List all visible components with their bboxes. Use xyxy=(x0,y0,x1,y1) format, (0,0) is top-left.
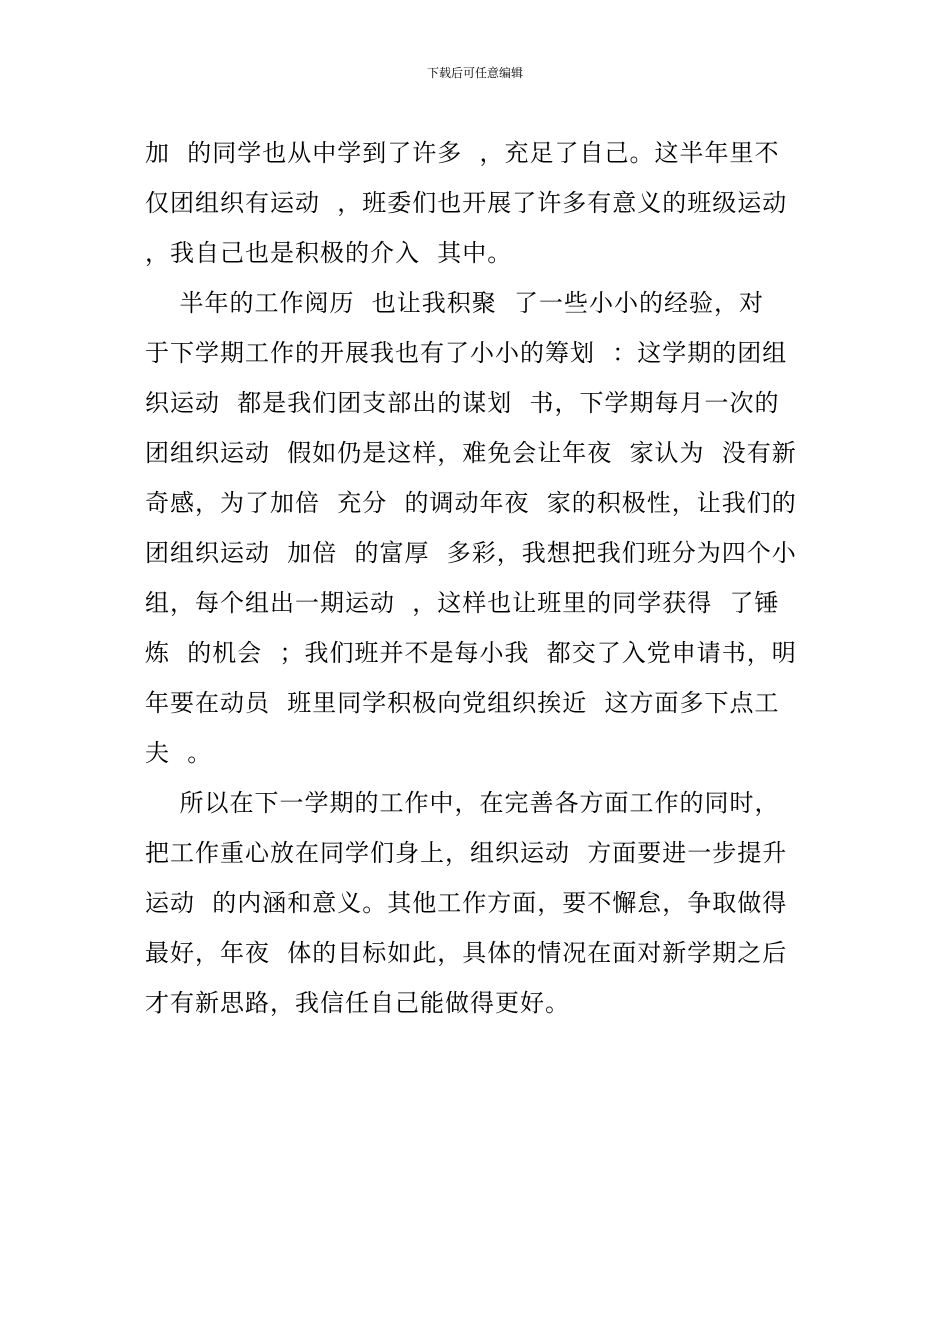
text-line: 运动 的内涵和意义。其他工作方面，要不懈怠，争取做得 xyxy=(145,889,788,917)
text-line: 组，每个组出一期运动 ，这样也让班里的同学获得 了锤 xyxy=(145,589,780,617)
text-line: 仅团组织有运动 ，班委们也开展了许多有意义的班级运动 xyxy=(145,189,788,217)
document-body xyxy=(145,128,825,1028)
text-line: 炼 的机会 ；我们班并不是每小我 都交了入党申请书，明 xyxy=(145,639,797,667)
text-line: 加 的同学也从中学到了许多 ，充足了自己。这半年里不 xyxy=(145,139,780,167)
text-line: 团组织运动 加倍 的富厚 多彩，我想把我们班分为四个小 xyxy=(145,539,797,567)
text-line: 最好，年夜 体的目标如此，具体的情况在面对新学期之后 xyxy=(145,939,788,967)
text-line: 于下学期工作的开展我也有了小小的筹划 ：这学期的团组 xyxy=(145,339,788,367)
text-line: 半年的工作阅历 也让我积聚 了一些小小的经验，对 xyxy=(145,289,765,317)
text-line: 把工作重心放在同学们身上，组织运动 方面要进一步提升 xyxy=(145,839,788,867)
text-line: 才有新思路，我信任自己能做得更好。 xyxy=(145,989,570,1017)
text-line: 夫 。 xyxy=(145,739,213,767)
text-line: 奇感，为了加倍 充分 的调动年夜 家的积极性，让我们的 xyxy=(145,489,797,517)
text-line: 织运动 都是我们团支部出的谋划 书，下学期每月一次的 xyxy=(145,389,780,417)
text-line: 团组织运动 假如仍是这样，难免会让年夜 家认为 没有新 xyxy=(145,439,797,467)
text-line: 年要在动员 班里同学积极向党组织挨近 这方面多下点工 xyxy=(145,689,780,717)
text-line: ，我自己也是积极的介入 其中。 xyxy=(145,239,513,267)
text-line: 所以在下一学期的工作中，在完善各方面工作的同时， xyxy=(145,789,780,817)
page-header: 下载后可任意编辑 xyxy=(426,66,523,80)
